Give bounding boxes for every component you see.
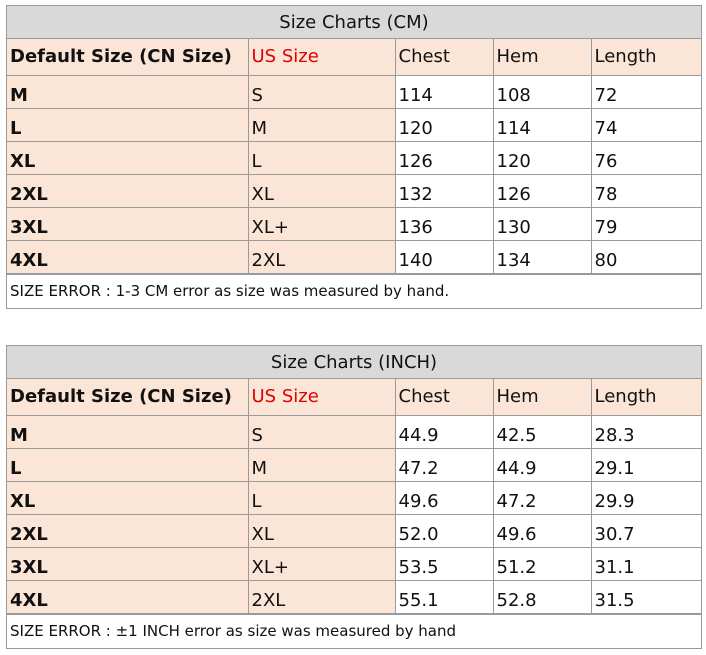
header-us-size: US Size [248, 379, 395, 415]
hem-cell: 126 [493, 174, 591, 207]
us-size-cell: L [248, 141, 395, 174]
chest-cell: 55.1 [395, 580, 493, 613]
length-cell: 29.9 [591, 481, 701, 514]
length-cell: 29.1 [591, 448, 701, 481]
header-row [7, 39, 701, 75]
us-size-cell: XL+ [248, 547, 395, 580]
us-size-cell: XL+ [248, 207, 395, 240]
us-size-cell: M [248, 448, 395, 481]
length-cell: 76 [591, 141, 701, 174]
header-us-size: US Size [248, 39, 395, 75]
length-cell: 80 [591, 240, 701, 273]
hem-cell: 47.2 [493, 481, 591, 514]
table-row [7, 174, 701, 207]
header-chest: Chest [395, 39, 493, 75]
chest-cell: 132 [395, 174, 493, 207]
us-size-cell: S [248, 75, 395, 108]
hem-cell: 120 [493, 141, 591, 174]
header-length: Length [591, 379, 701, 415]
us-size-cell: M [248, 108, 395, 141]
hem-cell: 130 [493, 207, 591, 240]
cn-size-cell: M [7, 415, 248, 448]
table-row [7, 448, 701, 481]
cn-size-cell: 2XL [7, 174, 248, 207]
length-cell: 78 [591, 174, 701, 207]
hem-cell: 52.8 [493, 580, 591, 613]
header-chest: Chest [395, 379, 493, 415]
chart-title: Size Charts (INCH) [7, 346, 701, 379]
cn-size-cell: XL [7, 141, 248, 174]
table-row [7, 547, 701, 580]
header-row [7, 379, 701, 415]
header-default-size: Default Size (CN Size) [7, 379, 248, 415]
length-cell: 72 [591, 75, 701, 108]
hem-cell: 134 [493, 240, 591, 273]
hem-cell: 42.5 [493, 415, 591, 448]
table-row [7, 75, 701, 108]
header-default-size: Default Size (CN Size) [7, 39, 248, 75]
chart-title: Size Charts (CM) [7, 6, 701, 39]
length-cell: 28.3 [591, 415, 701, 448]
header-hem: Hem [493, 39, 591, 75]
table-row [7, 580, 701, 613]
table-row [7, 141, 701, 174]
cn-size-cell: 2XL [7, 514, 248, 547]
chest-cell: 49.6 [395, 481, 493, 514]
chest-cell: 52.0 [395, 514, 493, 547]
cn-size-cell: 3XL [7, 547, 248, 580]
header-length: Length [591, 39, 701, 75]
header-hem: Hem [493, 379, 591, 415]
chest-cell: 140 [395, 240, 493, 273]
table-row [7, 240, 701, 273]
us-size-cell: XL [248, 514, 395, 547]
size-table [7, 39, 701, 274]
us-size-cell: XL [248, 174, 395, 207]
hem-cell: 108 [493, 75, 591, 108]
chest-cell: 114 [395, 75, 493, 108]
chest-cell: 44.9 [395, 415, 493, 448]
cn-size-cell: 4XL [7, 240, 248, 273]
cn-size-cell: 3XL [7, 207, 248, 240]
us-size-cell: S [248, 415, 395, 448]
size-chart-cm [6, 5, 702, 309]
chest-cell: 120 [395, 108, 493, 141]
table-row [7, 108, 701, 141]
length-cell: 31.5 [591, 580, 701, 613]
cn-size-cell: L [7, 108, 248, 141]
length-cell: 74 [591, 108, 701, 141]
length-cell: 79 [591, 207, 701, 240]
chest-cell: 126 [395, 141, 493, 174]
table-row [7, 481, 701, 514]
length-cell: 31.1 [591, 547, 701, 580]
table-row [7, 415, 701, 448]
hem-cell: 44.9 [493, 448, 591, 481]
cn-size-cell: M [7, 75, 248, 108]
chest-cell: 136 [395, 207, 493, 240]
hem-cell: 49.6 [493, 514, 591, 547]
size-table [7, 379, 701, 614]
hem-cell: 51.2 [493, 547, 591, 580]
us-size-cell: 2XL [248, 580, 395, 613]
cn-size-cell: 4XL [7, 580, 248, 613]
size-error-note: SIZE ERROR : ±1 INCH error as size was measured by hand [7, 614, 701, 648]
us-size-cell: 2XL [248, 240, 395, 273]
size-error-note: SIZE ERROR : 1-3 CM error as size was measured by hand. [7, 274, 701, 308]
length-cell: 30.7 [591, 514, 701, 547]
table-row [7, 207, 701, 240]
cn-size-cell: L [7, 448, 248, 481]
size-chart-inch [6, 345, 702, 649]
us-size-cell: L [248, 481, 395, 514]
cn-size-cell: XL [7, 481, 248, 514]
chest-cell: 53.5 [395, 547, 493, 580]
chest-cell: 47.2 [395, 448, 493, 481]
hem-cell: 114 [493, 108, 591, 141]
table-row [7, 514, 701, 547]
